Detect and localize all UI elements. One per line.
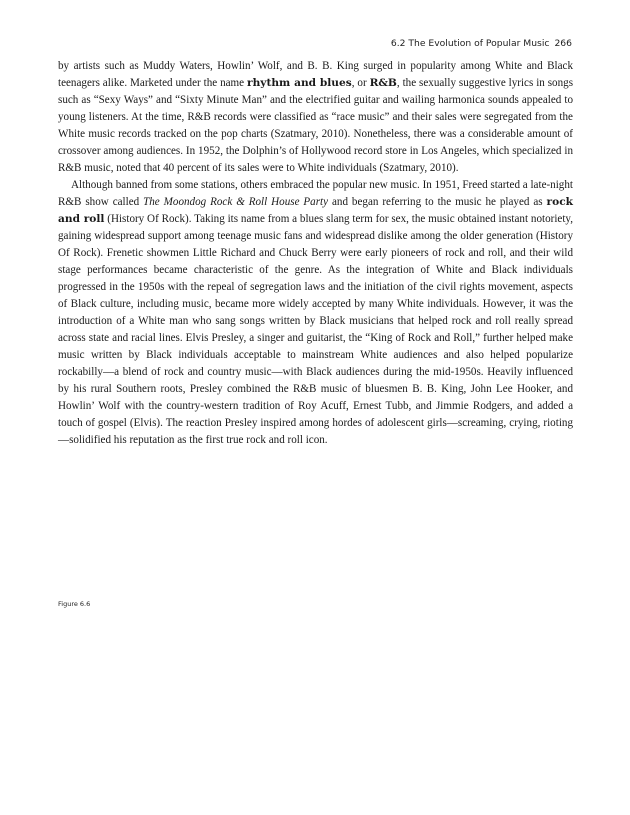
key-term-rnb: R&B: [369, 77, 397, 89]
paragraph-1: [58, 58, 573, 177]
paragraph-2-text-a: Although banned from some stations, others embraced the popular new music. In 1951, Freed started a late-night R&B show called: [58, 179, 573, 208]
key-term-rock-and-roll: rock and roll: [58, 196, 573, 225]
show-title: The Moondog Rock & Roll House Party: [143, 196, 329, 208]
paragraph-2-text-b: and began referring to the music he played as: [328, 196, 547, 208]
page-number: 266: [554, 38, 572, 49]
paragraph-1-text-b: , or: [351, 77, 370, 89]
paragraph-2-text-c: (History Of Rock). Taking its name from a blues slang term for sex, the music obtained instant notoriety, gaining widespread support among teenage music fans and widespread dislike among the older generation (History Of Rock). Frenetic showmen Little Richard and Chuck Berry were early pioneers of rock and roll, and their wild stage performances became characteristic of the genre. As the integration of White and Black individuals progressed in the 1950s with the repeal of segregation laws and the initiation of the civil rights movement, aspects of Black culture, including music, became more widely accepted by many White individuals. However, it was the introduction of a White man who sang songs written by Black musicians that helped rock and roll really spread across state and racial lines. Elvis Presley, a singer and guitarist, the “King of Rock and Roll,” further helped make music written by Black individuals acceptable to mainstream White audiences and also helped popularize rockabilly—a blend of rock and country music—with Black audiences during the mid-1950s. Heavily influenced by his rural Southern roots, Presley combined the R&B music of bluesmen B. B. King, John Lee Hooker, and Howlin’ Wolf with the country-western tradition of Roy Acuff, Ernest Tubb, and Jimmie Rodgers, and added a touch of gospel (Elvis). The reaction Presley inspired among hordes of adolescent girls—screaming, crying, rioting—solidified his reputation as the first true rock and roll icon.: [58, 213, 574, 446]
running-header: [391, 38, 572, 49]
paragraph-2: [58, 177, 573, 449]
body-text: [58, 58, 573, 449]
key-term-rhythm-and-blues: rhythm and blues: [247, 77, 352, 89]
figure-caption: Figure 6.6: [58, 600, 91, 608]
section-title: 6.2 The Evolution of Popular Music: [390, 38, 550, 49]
paragraph-1-text-c: , the sexually suggestive lyrics in songs such as “Sexy Ways” and “Sixty Minute Man” and the electrified guitar and wailing harmonica sounds appealed to young listeners. At the time, R&B records were classified as “race music” and their sales were segregated from the White music records tracked on the pop charts (Szatmary, 2010). Nonetheless, there was a considerable amount of crossover among audiences. In 1952, the Dolphin’s of Hollywood record store in Los Angeles, which specialized in R&B music, noted that 40 percent of its sales were to White individuals (Szatmary, 2010).: [58, 77, 574, 174]
paragraph-1-text-a: by artists such as Muddy Waters, Howlin’ Wolf, and B. B. King surged in popularity among White and Black teenagers alike. Marketed under the name: [58, 60, 573, 89]
